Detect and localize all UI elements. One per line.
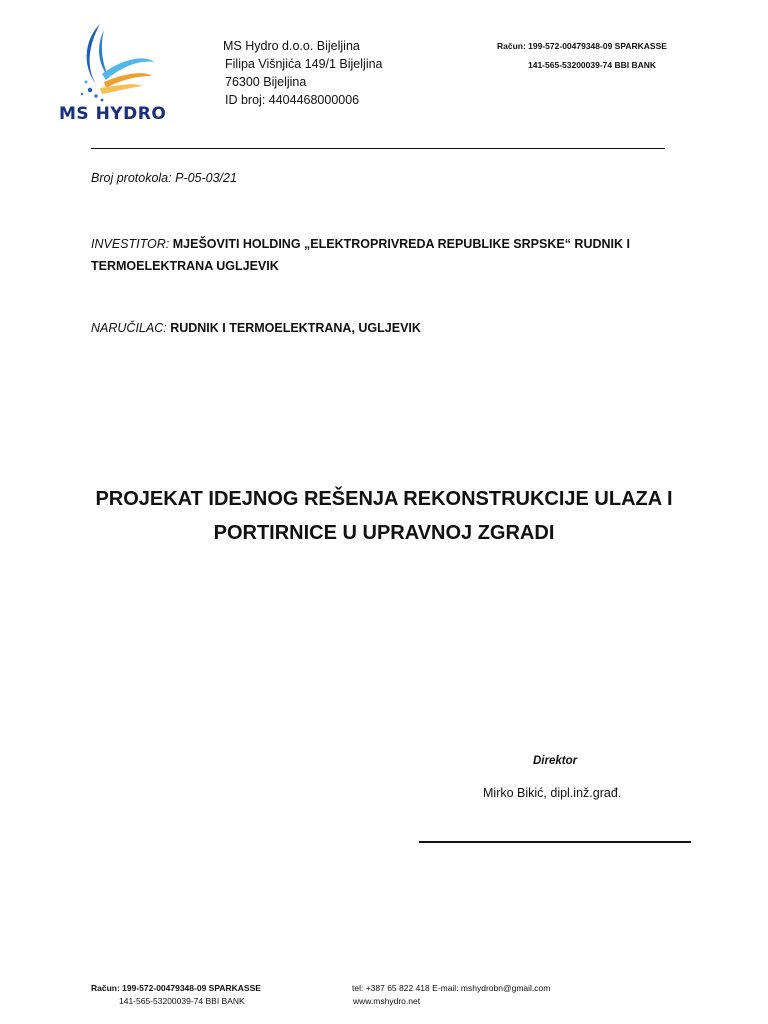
footer-website: www.mshydro.net (353, 996, 421, 1006)
header-divider (91, 148, 665, 149)
client-value: RUDNIK I TERMOELEKTRANA, UGLJEVIK (170, 321, 421, 335)
logo-wordmark: MS HYDRO (59, 104, 167, 124)
title-line-1: PROJEKAT IDEJNOG REŠENJA REKONSTRUKCIJE ULAZA I (95, 488, 673, 510)
title-line-2: PORTIRNICE U UPRAVNOJ ZGRADI (213, 522, 555, 544)
client-label: NARUČILAC: (91, 321, 167, 335)
investor-value-line1: MJEŠOVITI HOLDING „ELEKTROPRIVREDA REPUBLIKE SRPSKE“ RUDNIK I (172, 237, 630, 251)
company-address: Filipa Višnjića 149/1 Bijeljina (225, 57, 383, 71)
footer-contact: tel: +387 65 822 418 E-mail: mshydrobn@gmail.com (352, 983, 551, 993)
footer-bank-line1: Račun: 199-572-00479348-09 SPARKASSE (91, 983, 261, 993)
company-postal-city: 76300 Bijeljina (225, 75, 307, 89)
company-logo (56, 16, 180, 128)
signature-role: Direktor (533, 755, 578, 767)
footer-bank-line2: 141-565-53200039-74 BBI BANK (119, 996, 245, 1006)
header-bank-account-1: Račun: 199-572-00479348-09 SPARKASSE (497, 41, 667, 51)
investor-block (91, 233, 691, 277)
signature-name: Mirko Bikić, dipl.inž.građ. (483, 786, 622, 800)
company-id-number: ID broj: 4404468000006 (225, 93, 360, 107)
protocol-number: Broj protokola: P-05-03/21 (91, 171, 237, 185)
header-bank-account-2: 141-565-53200039-74 BBI BANK (528, 60, 657, 70)
company-name: MS Hydro d.o.o. Bijeljina (223, 39, 360, 53)
investor-value-line2: TERMOELEKTRANA UGLJEVIK (91, 259, 279, 273)
signature-line (419, 841, 691, 843)
document-title (60, 482, 708, 550)
client-block (91, 317, 691, 339)
investor-label: INVESTITOR: (91, 237, 170, 251)
